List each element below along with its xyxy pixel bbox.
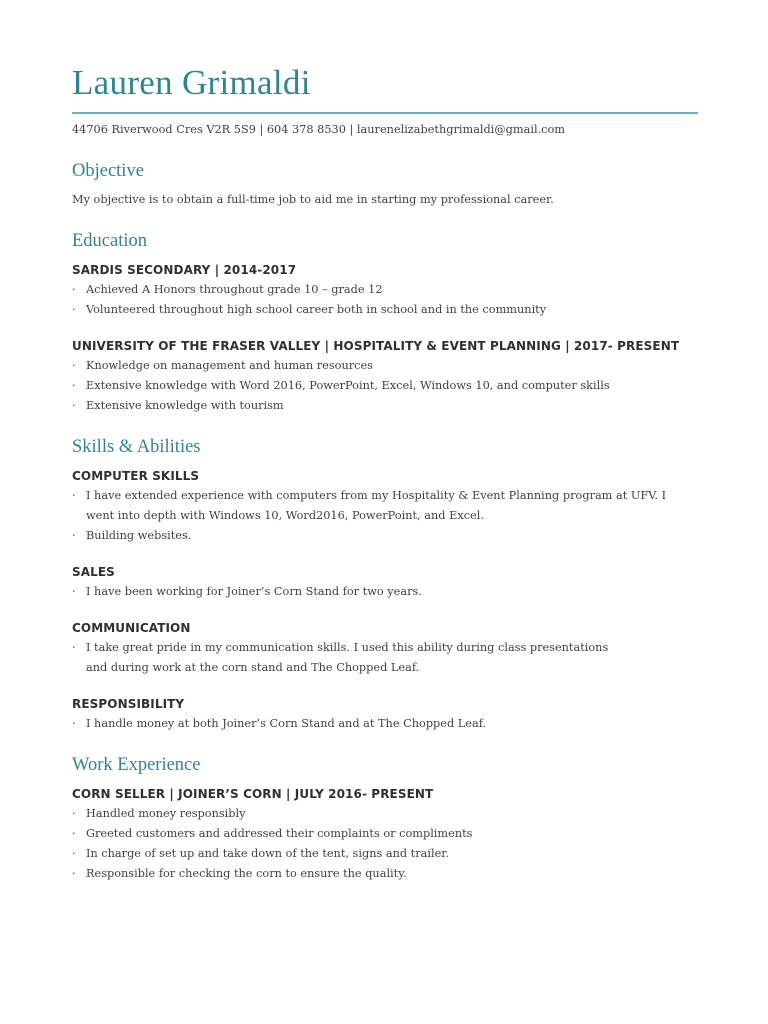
bullet-item: [72, 638, 702, 678]
bullet-item: [72, 714, 702, 734]
bullet-dot-icon: ·: [72, 529, 76, 542]
bullet-dot-icon: ·: [72, 827, 76, 840]
bullet-list: [72, 582, 702, 602]
bullet-list: [72, 486, 702, 546]
bullet-text: Greeted customers and addressed their complaints or compliments: [86, 827, 473, 840]
bullet-item: [72, 376, 702, 396]
bullet-text: Extensive knowledge with tourism: [86, 399, 284, 412]
bullet-text: I have extended experience with computers from my Hospitality & Event Planning program at UFV. I went into depth with Windows 10, Word2016, PowerPoint, and Excel.: [86, 489, 667, 522]
bullet-list: [72, 280, 702, 320]
bullet-text: I take great pride in my communication skills. I used this ability during class presentations and during work at the corn stand and The Chopped Leaf.: [86, 641, 609, 674]
bullet-dot-icon: ·: [72, 847, 76, 860]
section-paragraph: My objective is to obtain a full-time job to aid me in starting my professional career.: [72, 193, 554, 206]
bullet-text: Responsible for checking the corn to ensure the quality.: [86, 867, 407, 880]
bullet-item: [72, 280, 702, 300]
bullet-dot-icon: ·: [72, 283, 76, 296]
entry-heading: CORN SELLER | JOINER’S CORN | JULY 2016- PRESENT: [72, 787, 434, 801]
candidate-name: Lauren Grimaldi: [72, 63, 311, 102]
contact-line: 44706 Riverwood Cres V2R 5S9 | 604 378 8530 | laurenelizabethgrimaldi@gmail.com: [72, 123, 566, 136]
bullet-text: Extensive knowledge with Word 2016, PowerPoint, Excel, Windows 10, and computer skills: [86, 379, 610, 392]
entry-heading: RESPONSIBILITY: [72, 697, 185, 711]
bullet-item: [72, 582, 702, 602]
entry: [72, 618, 702, 678]
section-title: Work Experience: [72, 755, 201, 775]
entry-heading: UNIVERSITY OF THE FRASER VALLEY | HOSPITALITY & EVENT PLANNING | 2017- PRESENT: [72, 339, 680, 353]
bullet-dot-icon: ·: [72, 585, 76, 598]
bullet-dot-icon: ·: [72, 807, 76, 820]
bullet-dot-icon: ·: [72, 717, 76, 730]
bullet-item: [72, 526, 702, 546]
bullet-item: [72, 486, 702, 526]
entry: [72, 336, 702, 416]
section-title: Skills & Abilities: [72, 437, 201, 457]
entry-heading: COMPUTER SKILLS: [72, 469, 200, 483]
section-skills-abilities: [72, 434, 702, 734]
section-title: Education: [72, 231, 148, 251]
section-objective: [72, 158, 702, 210]
resume-body: [72, 158, 702, 902]
bullet-list: [72, 714, 702, 734]
bullet-item: [72, 356, 702, 376]
bullet-text: In charge of set up and take down of the tent, signs and trailer.: [86, 847, 450, 860]
section-work-experience: [72, 752, 702, 884]
bullet-text: Knowledge on management and human resources: [86, 359, 373, 372]
bullet-text: Achieved A Honors throughout grade 10 – grade 12: [86, 283, 383, 296]
entry: [72, 784, 702, 884]
section-education: [72, 228, 702, 416]
entry: [72, 260, 702, 320]
bullet-text: Building websites.: [86, 529, 192, 542]
bullet-dot-icon: ·: [72, 303, 76, 316]
bullet-text: I handle money at both Joiner’s Corn Stand and at The Chopped Leaf.: [86, 717, 487, 730]
bullet-dot-icon: ·: [72, 379, 76, 392]
bullet-dot-icon: ·: [72, 867, 76, 880]
bullet-list: [72, 804, 702, 884]
bullet-item: [72, 844, 702, 864]
bullet-item: [72, 300, 702, 320]
entry: [72, 562, 702, 602]
bullet-item: [72, 864, 702, 884]
section-title: Objective: [72, 161, 144, 181]
bullet-item: [72, 824, 702, 844]
bullet-text: Handled money responsibly: [86, 807, 246, 820]
bullet-dot-icon: ·: [72, 359, 76, 372]
bullet-text: Volunteered throughout high school career both in school and in the community: [86, 303, 547, 316]
entry-heading: SALES: [72, 565, 115, 579]
bullet-dot-icon: ·: [72, 399, 76, 412]
bullet-list: [72, 638, 702, 678]
bullet-item: [72, 396, 702, 416]
bullet-dot-icon: ·: [72, 489, 76, 502]
bullet-dot-icon: ·: [72, 641, 76, 654]
entry: [72, 694, 702, 734]
bullet-item: [72, 804, 702, 824]
bullet-text: I have been working for Joiner’s Corn Stand for two years.: [86, 585, 422, 598]
entry-heading: COMMUNICATION: [72, 621, 191, 635]
header-divider: [72, 112, 698, 114]
bullet-list: [72, 356, 702, 416]
entry-heading: SARDIS SECONDARY | 2014-2017: [72, 263, 297, 277]
entry: [72, 466, 702, 546]
